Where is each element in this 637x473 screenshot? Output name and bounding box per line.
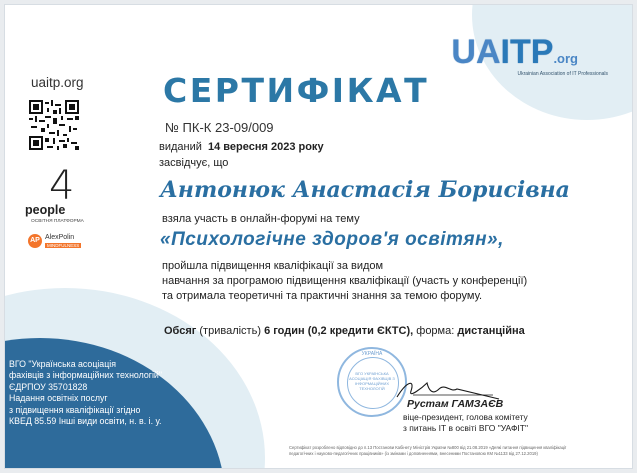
- signatory-title: [403, 412, 528, 434]
- body-line-3: та отримала теоретичні та практичні знання за темою форуму.: [162, 290, 483, 302]
- org-info-line: з підвищення кваліфікації згідно: [9, 404, 141, 415]
- alexpolin-logo-mark: AP: [28, 234, 42, 248]
- certificate-title: СЕРТИФІКАТ: [163, 71, 430, 110]
- uaitp-logo: [451, 33, 608, 77]
- footer-line-1: Сертифікат розроблено відповідно до п.13 Постанови Кабінету Міністрів України №800 від 21.08.2019 «Деякі питання підвищення кваліфікації: [289, 445, 567, 450]
- org-info-line: ЄДРПОУ 35701828: [9, 381, 88, 392]
- qr-code-icon[interactable]: [29, 100, 79, 150]
- volume-line: [164, 325, 525, 337]
- footer-line-2: педагогічних і науково-педагогічних працівників» (із змінами і доповненнями, внесеними Постановою КМ №1133 від 27.12.2019): [289, 451, 538, 456]
- confirms-text: засвідчує, що: [159, 157, 229, 169]
- signatory-name: Рустам ГАМЗАЄВ: [407, 398, 504, 410]
- signatory-title-2: з питань ІТ в освіті ВГО "УАФІТ": [403, 423, 528, 433]
- logo-tagline: Ukrainian Association of IT Professionals: [517, 71, 608, 77]
- logo-itp: ITP: [500, 33, 554, 71]
- org-info-line: ВГО "Українська асоціація: [9, 359, 116, 369]
- people-logo-subtitle: ОСВІТНЯ ПЛАТФОРМА: [31, 219, 84, 224]
- body-line-1: пройшла підвищення кваліфікації за видом: [162, 260, 384, 272]
- issued-date: 14 вересня 2023 року: [208, 141, 324, 153]
- forum-topic: «Психологічне здоров'я освітян»,: [160, 229, 504, 250]
- volume-value: 6 годин (0,2 кредити ЄКТС),: [264, 325, 414, 337]
- stamp-top-text: УКРАЇНА: [361, 351, 383, 357]
- body-line-2: навчання за програмою підвищення кваліфікації (участь у конференції): [162, 275, 528, 287]
- alexpolin-logo-tag: MINDFULNESS: [47, 243, 80, 248]
- issued-prefix: виданий: [159, 141, 202, 153]
- volume-label: Обсяг: [164, 325, 197, 337]
- certificate-number: № ПК-К 23-09/009: [165, 120, 274, 135]
- people-logo-digit: 4: [49, 163, 75, 209]
- alexpolin-logo-name: AlexPolin: [45, 234, 75, 241]
- certificate-body: [162, 259, 527, 304]
- stamp-center-text: ВГО УКРАЇНСЬКА АСОЦІАЦІЯ ФАХІВЦІВ З ІНФОРМАЦІЙНИХ ТЕХНОЛОГІЙ: [349, 371, 395, 391]
- form-label: форма:: [416, 325, 455, 337]
- volume-paren: (тривалість): [199, 325, 261, 337]
- site-url[interactable]: uaitp.org: [31, 75, 84, 90]
- organization-info: [9, 359, 162, 427]
- form-value: дистанційна: [457, 325, 525, 337]
- people-logo-word: people: [25, 203, 66, 217]
- org-info-line: КВЕД 85.59 Інші види освіти, н. в. і. у.: [9, 416, 162, 427]
- recipient-name: Антонюк Анастасія Борисівна: [160, 177, 570, 203]
- participation-text: взяла участь в онлайн-форумі на тему: [162, 213, 360, 225]
- issued-line: [159, 141, 324, 153]
- footer-legal-note: [289, 445, 619, 457]
- org-info-line: фахівців з інформаційних технологій": [9, 370, 162, 381]
- org-info-line: Надання освітніх послуг: [9, 393, 108, 404]
- certificate-page: [4, 4, 633, 469]
- signatory-title-1: віце-президент, голова комітету: [403, 412, 528, 422]
- logo-org: .org: [553, 51, 578, 66]
- logo-ua: UA: [451, 33, 501, 71]
